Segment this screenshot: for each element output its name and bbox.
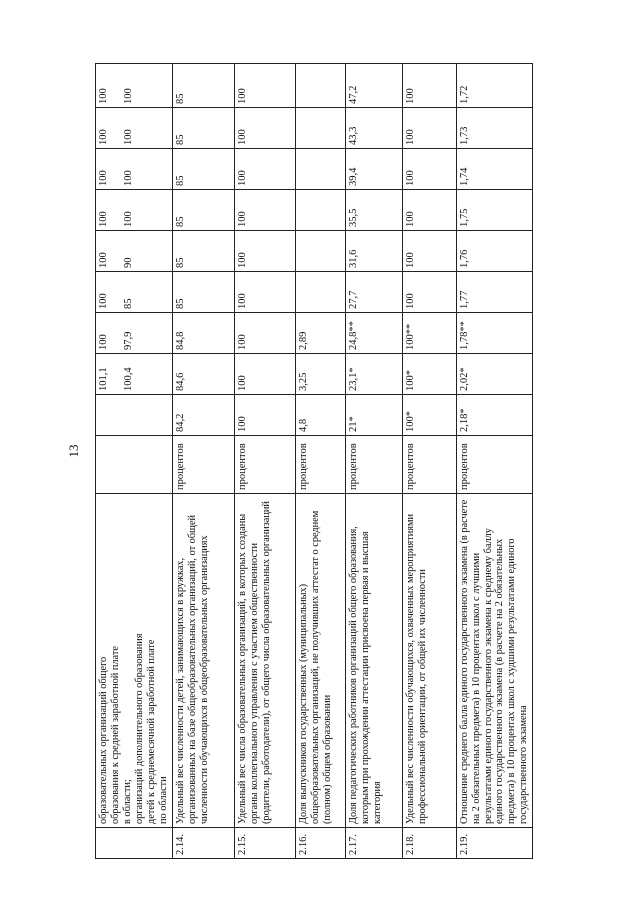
value-cell: 2,18* xyxy=(456,395,533,436)
value-cell: 21* xyxy=(345,395,402,436)
description-line: организаций дополнительного образования xyxy=(133,633,145,824)
row-number: 2.19. xyxy=(456,828,533,859)
value-cell: 85 xyxy=(172,272,234,313)
value-cell: 85 xyxy=(172,64,234,108)
row-description: Удельный вес численности детей, занимающихся в кружках, организованных на базе общеобразовательных организаций, от общей численности обучающихся в общеобразовательных организациях xyxy=(172,494,234,828)
value-cell xyxy=(295,108,345,149)
value-cell: 100* xyxy=(402,395,456,436)
table-row xyxy=(402,64,456,859)
indicators-table xyxy=(95,63,533,859)
value-cell xyxy=(96,313,173,354)
table-row xyxy=(345,64,402,859)
value-cell: 100 xyxy=(234,190,295,231)
value-cell: 100* xyxy=(402,354,456,395)
table-row xyxy=(456,64,533,859)
value-line: 100 xyxy=(123,170,135,186)
row-unit: процентов xyxy=(402,436,456,494)
value-line: 100 xyxy=(98,334,109,350)
value-cell xyxy=(295,231,345,272)
value-cell: 47,2 xyxy=(345,64,402,108)
value-cell: 100 xyxy=(234,108,295,149)
table-body xyxy=(96,64,533,859)
value-spacer xyxy=(110,316,123,350)
value-cell: 100 xyxy=(234,313,295,354)
value-line: 100 xyxy=(98,211,109,227)
row-number: 2.14. xyxy=(172,828,234,859)
value-line: 100 xyxy=(98,252,109,268)
value-cell: 3,25 xyxy=(295,354,345,395)
value-line: 100 xyxy=(98,170,109,186)
value-cell: 1,74 xyxy=(456,149,533,190)
rotated-table xyxy=(95,64,530,859)
row-description: Отношение среднего балла единого государственного экзамена (в расчете на 2 обязательных предмета) в 10 процентах школ с лучшими результатами единого государственного экзамена к среднему баллу единого государственного экзамена (в расчете на 2 обязательных предмета) в 10 процентах школ с худшими результатами единого государственного экзамена xyxy=(456,494,533,828)
value-cell: 100 xyxy=(402,190,456,231)
value-cell xyxy=(295,64,345,108)
value-line: 100,4 xyxy=(123,367,135,391)
table-row xyxy=(234,64,295,859)
row-unit: процентов xyxy=(345,436,402,494)
value-line: 100 xyxy=(98,88,109,104)
description-line: образования к средней заработной плате xyxy=(109,646,121,824)
value-cell xyxy=(96,354,173,395)
value-line: 90 xyxy=(123,257,135,268)
value-cell: 85 xyxy=(172,108,234,149)
value-cell: 31,6 xyxy=(345,231,402,272)
table-frame xyxy=(95,64,530,859)
row-unit xyxy=(96,436,173,494)
value-line: 101,1 xyxy=(98,367,109,391)
value-cell: 27,7 xyxy=(345,272,402,313)
row-unit: процентов xyxy=(295,436,345,494)
value-cell: 85 xyxy=(172,149,234,190)
row-description: Удельный вес численности обучающихся, охваченных мероприятиями профессиональной ориентации, от общей их численности xyxy=(402,494,456,828)
description-line: в области; xyxy=(121,779,133,824)
value-line: 85 xyxy=(123,298,135,309)
value-cell: 2,02* xyxy=(456,354,533,395)
row-unit: процентов xyxy=(456,436,533,494)
value-line: 97,9 xyxy=(123,331,135,350)
value-cell: 1,78** xyxy=(456,313,533,354)
page-number: 13 xyxy=(66,444,81,458)
row-number: 2.16. xyxy=(295,828,345,859)
value-cell: 24,8** xyxy=(345,313,402,354)
value-cell: 43,3 xyxy=(345,108,402,149)
value-line: 100 xyxy=(123,211,135,227)
table-row xyxy=(96,64,173,859)
value-cell: 100 xyxy=(234,149,295,190)
row-unit: процентов xyxy=(172,436,234,494)
value-line: 100 xyxy=(98,129,109,145)
value-spacer xyxy=(110,152,123,186)
value-cell xyxy=(96,108,173,149)
value-cell xyxy=(96,64,173,108)
value-cell xyxy=(96,149,173,190)
value-cell: 100 xyxy=(402,231,456,272)
value-cell: 100 xyxy=(234,64,295,108)
row-description xyxy=(96,494,173,828)
value-cell: 100** xyxy=(402,313,456,354)
value-cell: 100 xyxy=(234,354,295,395)
value-cell: 1,72 xyxy=(456,64,533,108)
value-line: 100 xyxy=(123,88,135,104)
value-spacer xyxy=(110,111,123,145)
value-spacer xyxy=(110,234,123,268)
row-unit: процентов xyxy=(234,436,295,494)
value-cell xyxy=(295,272,345,313)
description-line: по области xyxy=(157,776,169,824)
value-spacer xyxy=(110,357,123,391)
value-cell: 100 xyxy=(402,64,456,108)
value-cell xyxy=(295,190,345,231)
row-number xyxy=(96,828,173,859)
value-cell: 100 xyxy=(234,231,295,272)
value-cell: 100 xyxy=(402,272,456,313)
value-cell: 100 xyxy=(234,395,295,436)
value-cell: 85 xyxy=(172,231,234,272)
value-cell: 23,1* xyxy=(345,354,402,395)
row-description: Доля педагогических работников организаций общего образования, которым при прохождении аттестации присвоена первая и высшая категория xyxy=(345,494,402,828)
value-cell xyxy=(96,272,173,313)
value-cell: 35,5 xyxy=(345,190,402,231)
value-cell: 4,8 xyxy=(295,395,345,436)
description-line: образовательных организаций общего xyxy=(98,656,109,824)
table-row xyxy=(172,64,234,859)
value-spacer xyxy=(110,67,123,104)
value-spacer xyxy=(110,193,123,227)
value-cell: 100 xyxy=(402,108,456,149)
value-cell: 85 xyxy=(172,190,234,231)
value-cell xyxy=(96,190,173,231)
value-cell: 1,75 xyxy=(456,190,533,231)
value-cell: 100 xyxy=(234,272,295,313)
value-cell: 1,73 xyxy=(456,108,533,149)
value-cell: 84,6 xyxy=(172,354,234,395)
value-line: 100 xyxy=(123,129,135,145)
value-cell xyxy=(295,149,345,190)
value-spacer xyxy=(110,275,123,309)
value-cell: 100 xyxy=(402,149,456,190)
value-cell: 2,89 xyxy=(295,313,345,354)
value-cell xyxy=(96,231,173,272)
value-cell: 1,76 xyxy=(456,231,533,272)
value-line: 100 xyxy=(98,293,109,309)
value-cell: 84,2 xyxy=(172,395,234,436)
row-number: 2.15. xyxy=(234,828,295,859)
table-row xyxy=(295,64,345,859)
value-spacer xyxy=(98,398,111,432)
value-cell: 39,4 xyxy=(345,149,402,190)
description-line: детей к среднемесячной заработной плате xyxy=(145,639,157,824)
row-number: 2.17. xyxy=(345,828,402,859)
value-cell: 1,77 xyxy=(456,272,533,313)
value-cell xyxy=(96,395,173,436)
row-description: Доля выпускников государственных (муниципальных) общеобразовательных организаций, не получивших аттестат о среднем (полном) общем образовании xyxy=(295,494,345,828)
row-description: Удельный вес числа образовательных организаций, в которых созданы органы коллегиального управления с участием общественности (родители, работодатели), от общего числа образовательных организаций xyxy=(234,494,295,828)
value-cell: 84,8 xyxy=(172,313,234,354)
row-number: 2.18. xyxy=(402,828,456,859)
